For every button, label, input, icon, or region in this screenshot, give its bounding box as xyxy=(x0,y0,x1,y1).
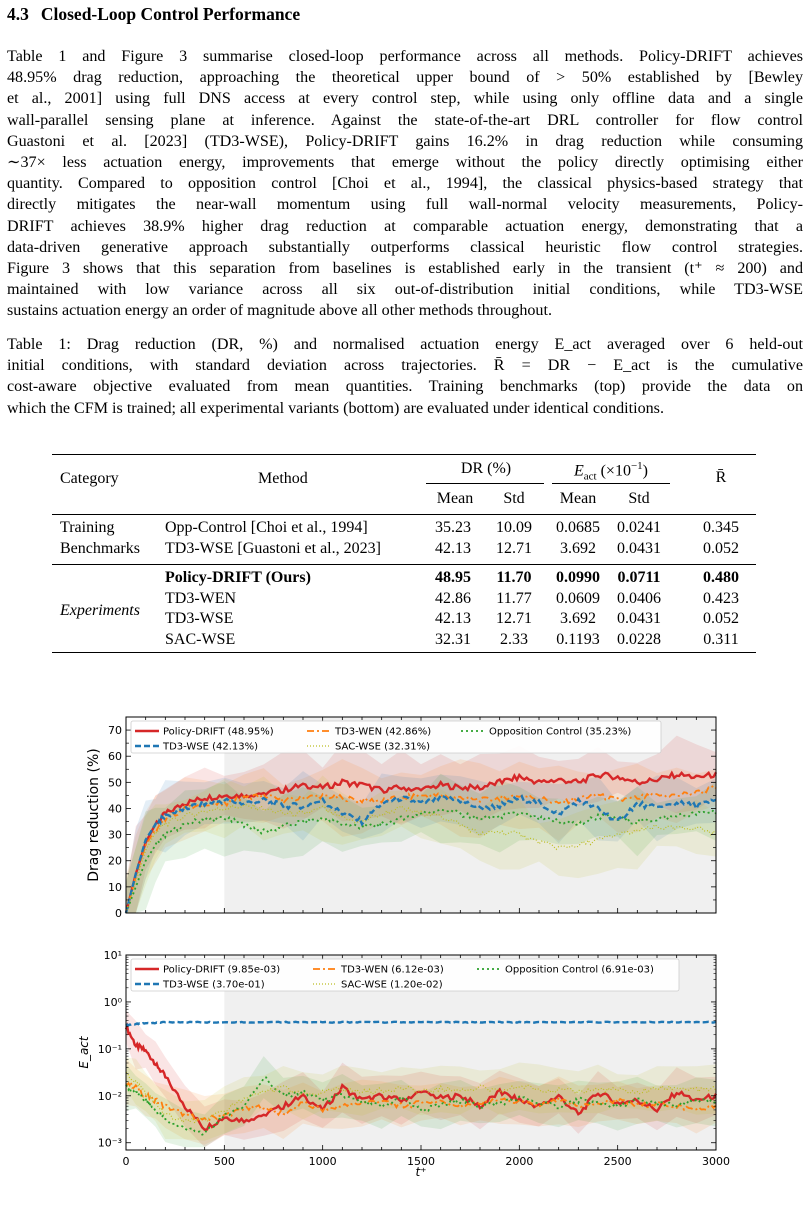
header-dr-std: Std xyxy=(503,490,525,507)
table-value-cell: 0.0685 xyxy=(556,519,600,536)
y-tick-label: 60 xyxy=(108,750,122,764)
table-value-cell: 0.0228 xyxy=(617,630,661,648)
text-line: quantity. Compared to opposition control [Choi et al., 1994], the classical physics-based strategy that xyxy=(7,175,803,193)
table-value-cell: 12.71 xyxy=(496,610,532,627)
text-line: sustains actuation energy an order of magnitude above all other methods throughout. xyxy=(7,302,552,320)
legend-label: TD3-WSE (3.70e-01) xyxy=(163,979,265,991)
table-value-cell: 0.0431 xyxy=(617,539,661,557)
table-method-cell: TD3-WSE [Guastoni et al., 2023] xyxy=(165,539,381,557)
table-method-cell: Opp-Control [Choi et al., 1994] xyxy=(165,519,368,536)
section-number: 4.3 xyxy=(7,4,29,24)
table-value-cell: 0.423 xyxy=(703,589,739,607)
text-line: 48.95% drag reduction, approaching the theoretical upper bound of > 50% established by [Bewley xyxy=(7,69,803,87)
header-method: Method xyxy=(258,470,308,487)
y-tick-label: 70 xyxy=(108,724,122,738)
legend-label: Opposition Control (6.91e-03) xyxy=(505,964,654,976)
table-value-cell: 42.13 xyxy=(435,539,471,557)
training-category-line1: Training xyxy=(60,519,115,536)
legend-label: TD3-WEN (42.86%) xyxy=(335,726,432,738)
table-value-cell: 3.692 xyxy=(560,539,596,557)
legend-label: SAC-WSE (32.31%) xyxy=(335,741,431,753)
text-line: et al., 2001] using full DNS access at every control step, while using only offline data and a single xyxy=(7,90,803,108)
table-value-cell: 0.0711 xyxy=(617,569,661,586)
x-tick-label: 3000 xyxy=(702,1155,730,1168)
legend-label: Policy-DRIFT (9.85e-03) xyxy=(163,964,281,976)
table-value-cell: 0.052 xyxy=(703,539,739,557)
table-value-cell: 0.0431 xyxy=(617,610,661,627)
y-tick-label: 40 xyxy=(108,802,122,816)
experiments-category: Experiments xyxy=(60,602,140,619)
table-value-cell: 42.13 xyxy=(435,610,471,627)
y-tick-label: 50 xyxy=(108,776,122,790)
header-dr: DR (%) xyxy=(460,460,512,477)
table-method-cell: SAC-WSE xyxy=(165,630,236,648)
table-value-cell: 0.480 xyxy=(703,569,739,586)
y-tick-label: 10 xyxy=(108,880,122,894)
text-line: data-driven generative approach substantially outperforms classical heuristic flow control strategies. xyxy=(7,238,803,256)
text-line: directly mitigates the near-wall momentum using full wall-normal velocity measurements, Policy- xyxy=(7,196,803,214)
text-line: maintained with low variance across all six out-of-distribution initial conditions, while TD3-WSE xyxy=(7,281,803,299)
training-category-line2: Benchmarks xyxy=(60,540,140,557)
chart-panel-2 xyxy=(77,949,730,1179)
table-value-cell: 0.0406 xyxy=(617,589,661,607)
y-axis-label: E_act xyxy=(77,1036,91,1069)
text-line: which the CFM is trained; all experimental variants (bottom) are evaluated under identical conditions. xyxy=(7,399,664,417)
table-value-cell: 0.0241 xyxy=(617,519,661,536)
legend-label: Policy-DRIFT (48.95%) xyxy=(163,726,274,738)
table-value-cell: 12.71 xyxy=(496,539,532,557)
y-tick-label: 10⁻³ xyxy=(97,1136,122,1150)
table-value-cell: 0.052 xyxy=(703,610,739,627)
table-value-cell: 0.0990 xyxy=(556,569,600,586)
text-line: cost-aware objective evaluated from mean quantities. Training benchmarks (top) provide the data on xyxy=(7,378,803,396)
y-tick-label: 10¹ xyxy=(103,949,122,962)
y-axis-label: Drag reduction (%) xyxy=(86,748,102,882)
table-value-cell: 35.23 xyxy=(435,519,471,536)
header-eact: $E_{act}$ $(\times 10^{-1})$ xyxy=(573,460,648,483)
legend-label: Opposition Control (35.23%) xyxy=(489,726,632,738)
text-line: ∼37× less actuation energy, improvements that emerge without the policy directly optimising either xyxy=(7,154,803,172)
y-tick-label: 0 xyxy=(115,907,122,920)
x-axis-label: t⁺ xyxy=(415,1165,427,1179)
table-value-cell: 48.95 xyxy=(435,569,471,586)
y-tick-label: 10⁻² xyxy=(97,1089,122,1103)
legend-label: TD3-WSE (42.13%) xyxy=(163,741,259,753)
legend-label: TD3-WEN (6.12e-03) xyxy=(341,964,444,976)
table-value-cell: 0.0609 xyxy=(556,589,600,607)
table-method-cell: TD3-WSE xyxy=(165,610,234,627)
table-method-cell: Policy-DRIFT (Ours) xyxy=(165,569,311,586)
header-category: Category xyxy=(60,470,119,487)
y-tick-label: 30 xyxy=(108,828,122,842)
text-line: Guastoni et al. [2023] (TD3-WSE), Policy-DRIFT gains 16.2% in drag reduction while consuming xyxy=(7,132,803,150)
table-value-cell: 10.09 xyxy=(496,519,532,536)
table-method-cell: TD3-WEN xyxy=(165,589,237,607)
header-eact-mean: Mean xyxy=(559,490,597,507)
text-line: wall-parallel sensing plane at inference. Against the state-of-the-art DRL controller for flow control xyxy=(7,111,803,129)
text-line: initial conditions, with standard deviation across trajectories. R̄ = DR − E_act is the cumulative xyxy=(7,357,803,375)
y-tick-label: 20 xyxy=(108,854,122,868)
x-tick-label: 1500 xyxy=(407,1155,435,1168)
text-line: Table 1 and Figure 3 summarise closed-loop performance across all methods. Policy-DRIFT achieves xyxy=(7,48,803,65)
text-line: Figure 3 shows that this separation from baselines is established early in the transient (t⁺ ≈ 200) and xyxy=(7,260,803,278)
y-tick-label: 10⁻¹ xyxy=(97,1042,122,1056)
chart-panel-1 xyxy=(86,717,716,920)
table-value-cell: 11.77 xyxy=(496,589,532,607)
table-value-cell: 3.692 xyxy=(560,610,596,627)
header-eact-std: Std xyxy=(628,490,650,507)
legend-label: SAC-WSE (1.20e-02) xyxy=(341,979,443,991)
section-title: Closed-Loop Control Performance xyxy=(40,4,301,24)
x-tick-label: 0 xyxy=(122,1155,130,1168)
text-line: Table 1: Drag reduction (DR, %) and normalised actuation energy E_act averaged over 6 held-out xyxy=(7,336,803,353)
table-value-cell: 11.70 xyxy=(496,569,532,586)
table-value-cell: 0.311 xyxy=(703,630,739,648)
x-tick-label: 2000 xyxy=(505,1155,534,1168)
table-value-cell: 0.345 xyxy=(703,519,739,536)
x-tick-label: 500 xyxy=(213,1155,235,1168)
y-tick-label: 10⁰ xyxy=(103,995,122,1009)
table-value-cell: 0.1193 xyxy=(556,630,600,648)
header-dr-mean: Mean xyxy=(436,490,474,507)
x-tick-label: 2500 xyxy=(603,1155,632,1168)
table-value-cell: 32.31 xyxy=(435,630,471,648)
table-value-cell: 42.86 xyxy=(435,589,471,607)
x-tick-label: 1000 xyxy=(308,1155,337,1168)
table-value-cell: 2.33 xyxy=(500,630,528,648)
header-rbar: R̄ xyxy=(715,469,727,486)
text-line: DRIFT achieves 38.9% higher drag reduction at comparable actuation energy, demonstrating that a xyxy=(7,217,803,235)
